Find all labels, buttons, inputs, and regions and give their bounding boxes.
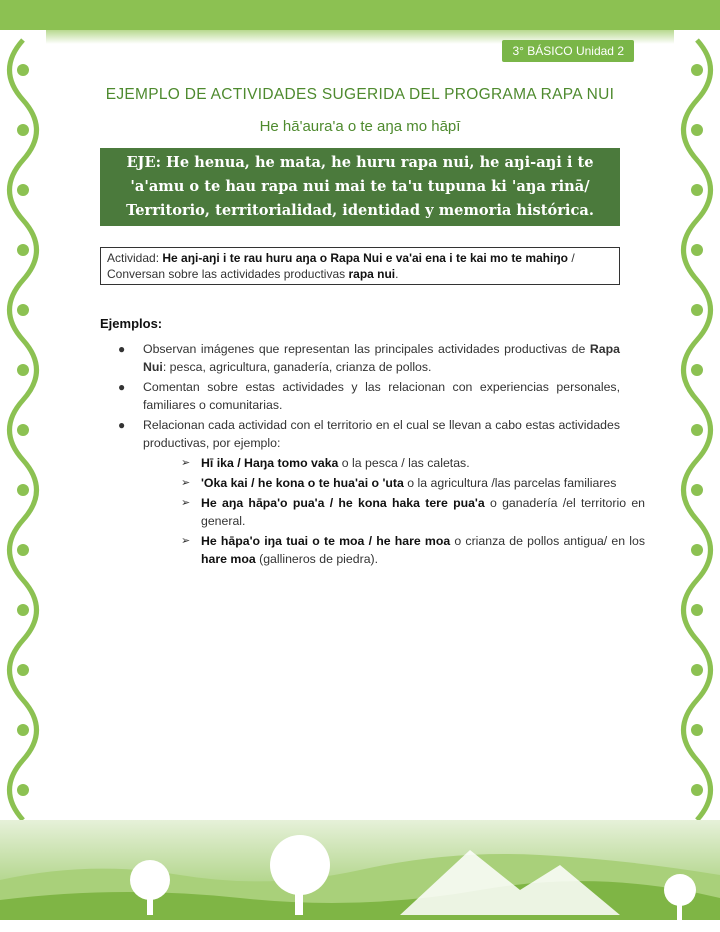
list-item <box>118 340 620 376</box>
sub-item-text: o la agricultura /las parcelas familiares <box>403 476 617 490</box>
bullet-text: Relacionan cada actividad con el territorio en el cual se llevan a cabo estas actividades productivas, por ejemplo: <box>143 418 620 450</box>
arrow-icon: ➢ <box>181 477 191 489</box>
bullet-icon: ● <box>118 342 126 356</box>
list-item <box>118 378 620 414</box>
grade-unit-badge: 3° BÁSICO Unidad 2 <box>502 40 634 62</box>
sub-item-bold: He aŋa hāpa'o pua'a / he kona haka tere pua'a <box>201 496 485 510</box>
arrow-icon: ➢ <box>181 457 191 469</box>
list-item <box>118 416 646 568</box>
sub-list-item <box>181 474 645 492</box>
activity-end: . <box>395 267 399 281</box>
right-decorative-border <box>674 30 720 830</box>
arrow-icon: ➢ <box>181 497 191 509</box>
arrow-icon: ➢ <box>181 535 191 547</box>
examples-sublist <box>181 454 645 568</box>
sub-item-text: o ganadería /el territorio en general. <box>201 496 645 528</box>
activity-rapanui-title: He aŋi-aŋi i te rau huru aŋa o Rapa Nui e va'ai ena i te kai mo te mahiŋo <box>162 251 568 265</box>
page-title: EJEMPLO DE ACTIVIDADES SUGERIDA DEL PROGRAMA RAPA NUI <box>105 86 615 103</box>
eje-heading-box <box>100 148 620 226</box>
bullet-icon: ● <box>118 418 126 432</box>
eje-text: EJE: He henua, he mata, he huru rapa nui, he aŋi-aŋi i te 'a'amu o te hau rapa nui mai te ta'u tupuna ki 'aŋa rinā/ Territorio, territorialidad, identidad y memoria histórica. <box>126 154 594 219</box>
examples-heading: Ejemplos: <box>100 316 163 331</box>
sub-item-bold: Hī ika / Haŋa tomo vaka <box>201 456 339 470</box>
sub-list-item <box>181 454 645 472</box>
left-decorative-border <box>0 30 46 830</box>
bullet-text: Comentan sobre estas actividades y las relacionan con experiencias personales, familiares o comunitarias. <box>143 380 620 412</box>
bullet-text: Observan imágenes que representan las principales actividades productivas de <box>143 342 590 356</box>
examples-list <box>118 340 646 570</box>
sub-item-bold: He hāpa'o iŋa tuai o te moa / he hare moa <box>201 534 451 548</box>
sub-item-bold: 'Oka kai / he kona o te hua'ai o 'uta <box>201 476 404 490</box>
activity-bold-rapa-nui: rapa nui <box>348 267 396 281</box>
activity-spanish-text: / Conversan sobre las actividades productivas <box>107 251 575 281</box>
bullet-bold: Rapa Nui <box>143 342 620 374</box>
sub-item-text: (gallineros de piedra). <box>255 552 379 566</box>
bullet-icon: ● <box>118 380 126 394</box>
sub-item-bold: hare moa <box>201 552 256 566</box>
bullet-text: : pesca, agricultura, ganadería, crianza de pollos. <box>162 360 432 374</box>
sub-list-item <box>181 532 645 568</box>
sub-item-text: o crianza de pollos antigua/ en los <box>450 534 646 548</box>
page-subtitle: He hā'aura'a o te aŋa mo hāpī <box>259 118 461 135</box>
sub-list-item <box>181 494 645 530</box>
activity-label: Actividad: <box>107 251 163 265</box>
bottom-landscape-illustration <box>0 820 720 932</box>
activity-box <box>100 247 620 285</box>
sub-item-text: o la pesca / las caletas. <box>338 456 470 470</box>
top-green-bar <box>0 0 720 30</box>
